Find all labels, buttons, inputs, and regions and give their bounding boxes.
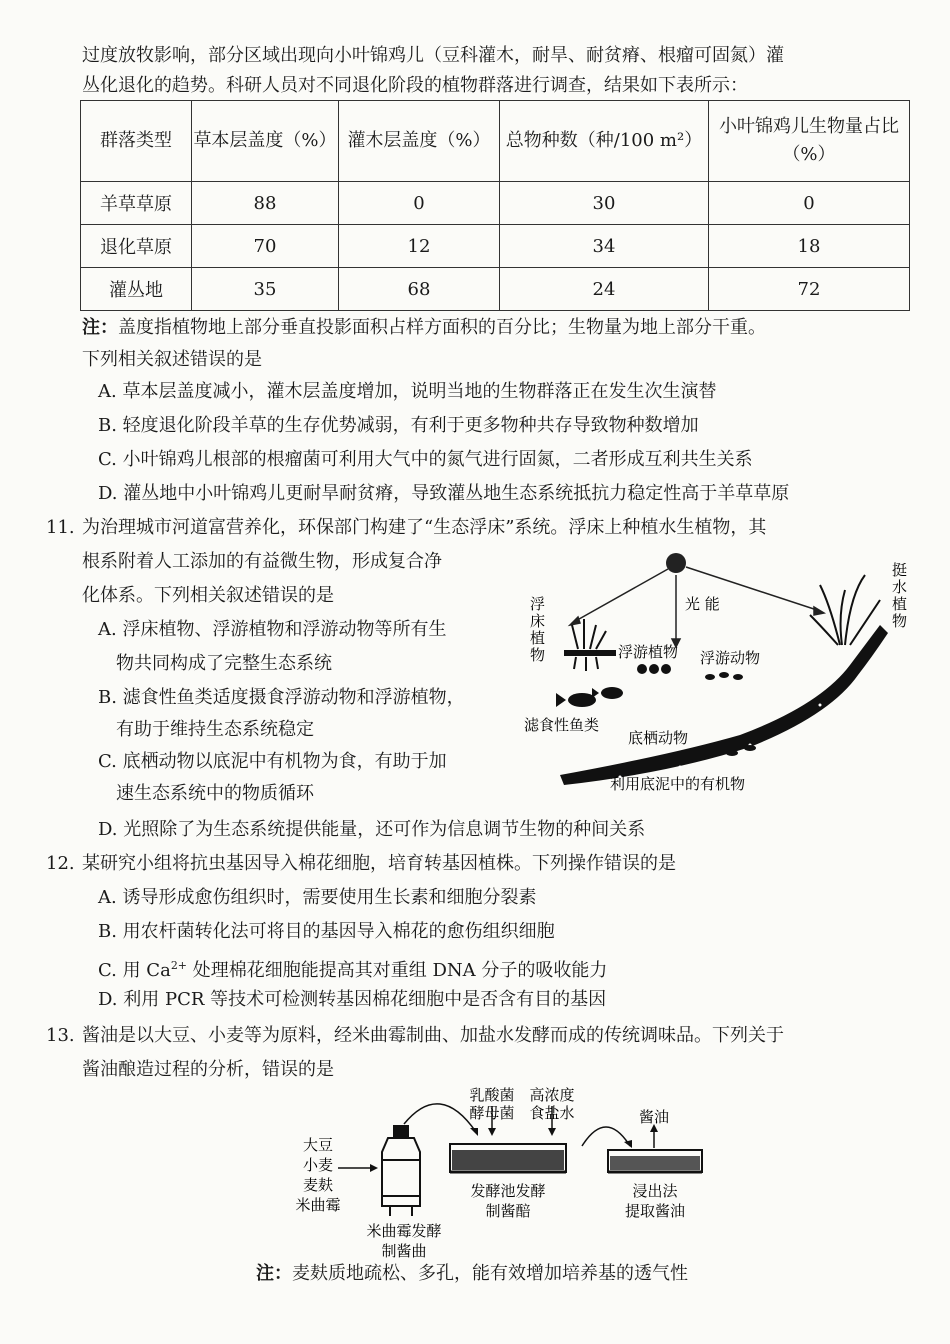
table-cell: 68 bbox=[339, 268, 500, 311]
table-header-cell: 小叶锦鸡儿生物量占比（%） bbox=[709, 101, 910, 182]
emergent-plant-icon bbox=[810, 575, 880, 645]
svg-text:高浓度: 高浓度 bbox=[529, 1086, 575, 1104]
soy-sauce-process-diagram bbox=[295, 1086, 700, 1260]
q10-option-d: D. 灌丛地中小叶锦鸡儿更耐旱耐贫瘠，导致灌丛地生态系统抵抗力稳定性高于羊草草原 bbox=[98, 483, 790, 504]
fermenter-icon bbox=[382, 1126, 420, 1216]
sediment-label: 利用底泥中的有机物 bbox=[610, 775, 746, 793]
q10-option-c: C. 小叶锦鸡儿根部的根瘤菌可利用大气中的氮气进行固氮，二者形成互利共生关系 bbox=[98, 449, 753, 470]
intro-line-1: 过度放牧影响，部分区域出现向小叶锦鸡儿（豆科灌木，耐旱、耐贫瘠、根瘤可固氮）灌 bbox=[82, 45, 784, 66]
intro-line-2: 丛化退化的趋势。科研人员对不同退化阶段的植物群落进行调查，结果如下表所示： bbox=[82, 75, 748, 96]
process-note bbox=[256, 1262, 688, 1286]
soy-sauce-label: 酱油 bbox=[638, 1108, 670, 1126]
table-cell: 70 bbox=[192, 225, 339, 268]
note-label: 注： bbox=[82, 317, 118, 338]
table-row bbox=[81, 268, 910, 311]
fermentation-tank bbox=[450, 1144, 566, 1172]
table-cell: 12 bbox=[339, 225, 500, 268]
extraction-tank bbox=[608, 1150, 702, 1172]
table-cell: 0 bbox=[709, 182, 910, 225]
q11-option-a: A. 浮床植物、浮游植物和浮游动物等所有生 bbox=[98, 619, 447, 640]
brine-label bbox=[529, 1086, 574, 1122]
q12-option-a: A. 诱导形成愈伤组织时，需要使用生长素和细胞分裂素 bbox=[98, 887, 537, 908]
q11-number: 11. bbox=[46, 517, 75, 538]
q11-option-b: B. 滤食性鱼类适度摄食浮游动物和浮游植物， bbox=[98, 687, 465, 708]
benthic-label: 底栖动物 bbox=[628, 729, 689, 747]
table-header-row bbox=[81, 101, 910, 182]
svg-text:浸出法: 浸出法 bbox=[632, 1182, 678, 1200]
q13-stem-2: 酱油酿造过程的分析，错误的是 bbox=[82, 1059, 334, 1080]
svg-text:制酱醅: 制酱醅 bbox=[485, 1202, 531, 1220]
svg-text:米曲霉: 米曲霉 bbox=[295, 1196, 341, 1214]
q12-option-d: D. 利用 PCR 等技术可检测转基因棉花细胞中是否含有目的基因 bbox=[98, 989, 607, 1010]
emergent-plant-label: 挺水植物 bbox=[892, 561, 908, 630]
phytoplankton-label: 浮游植物 bbox=[618, 643, 679, 661]
svg-text:米曲霉发酵: 米曲霉发酵 bbox=[366, 1222, 442, 1240]
floating-bed-diagram bbox=[520, 545, 920, 795]
table-cell: 羊草草原 bbox=[81, 182, 192, 225]
q11-stem-2: 根系附着人工添加的有益微生物，形成复合净 bbox=[82, 551, 442, 572]
q12-number: 12. bbox=[46, 853, 75, 874]
q11-stem-1: 为治理城市河道富营养化，环保部门构建了“生态浮床”系统。浮床上种植水生植物，其 bbox=[82, 517, 767, 538]
table-cell: 18 bbox=[709, 225, 910, 268]
q12-option-c bbox=[98, 954, 607, 983]
note-label: 注： bbox=[256, 1263, 292, 1284]
q11-stem-3: 化体系。下列相关叙述错误的是 bbox=[82, 585, 334, 606]
svg-text:小麦: 小麦 bbox=[302, 1156, 334, 1174]
q12-option-b: B. 用农杆菌转化法可将目的基因导入棉花的愈伤组织细胞 bbox=[98, 921, 555, 942]
table-header-cell: 草本层盖度（%） bbox=[192, 101, 339, 182]
table-cell: 35 bbox=[192, 268, 339, 311]
bacteria-label bbox=[469, 1086, 514, 1122]
q11-option-a-cont: 物共同构成了完整生态系统 bbox=[116, 653, 332, 674]
table-cell: 30 bbox=[500, 182, 709, 225]
svg-text:制酱曲: 制酱曲 bbox=[381, 1242, 427, 1260]
svg-text:发酵池发酵: 发酵池发酵 bbox=[470, 1182, 546, 1200]
table-header-cell: 灌木层盖度（%） bbox=[339, 101, 500, 182]
table-row bbox=[81, 225, 910, 268]
step3-label bbox=[625, 1182, 685, 1220]
table-cell: 退化草原 bbox=[81, 225, 192, 268]
table-cell: 0 bbox=[339, 182, 500, 225]
sun-icon bbox=[666, 553, 686, 573]
fish-icon bbox=[556, 687, 623, 707]
step2-label bbox=[470, 1182, 545, 1220]
light-label: 光 能 bbox=[685, 595, 720, 613]
q12-c-post: 处理棉花细胞能提高其对重组 DNA 分子的吸收能力 bbox=[187, 960, 608, 981]
table-header-cell: 总物种数（种/100 m²） bbox=[500, 101, 709, 182]
float-plant-label: 浮床植物 bbox=[530, 595, 546, 664]
svg-text:提取酱油: 提取酱油 bbox=[624, 1202, 686, 1220]
note-text: 麦麸质地疏松、多孔，能有效增加培养基的透气性 bbox=[292, 1263, 688, 1284]
fish-label: 滤食性鱼类 bbox=[524, 716, 600, 734]
q11-option-c-cont: 速生态系统中的物质循环 bbox=[116, 783, 314, 804]
q11-option-d: D. 光照除了为生态系统提供能量，还可作为信息调节生物的种间关系 bbox=[98, 819, 646, 840]
note-text: 盖度指植物地上部分垂直投影面积占样方面积的百分比；生物量为地上部分干重。 bbox=[118, 317, 766, 338]
q11-option-c: C. 底栖动物以底泥中有机物为食，有助于加 bbox=[98, 751, 447, 772]
raw-materials-label bbox=[295, 1136, 340, 1214]
svg-text:麦麸: 麦麸 bbox=[302, 1176, 334, 1194]
table-note bbox=[82, 316, 766, 340]
q12-stem: 某研究小组将抗虫基因导入棉花细胞，培育转基因植株。下列操作错误的是 bbox=[82, 853, 676, 874]
table-cell: 34 bbox=[500, 225, 709, 268]
float-bed bbox=[564, 650, 616, 656]
q12-c-pre: C. 用 Ca bbox=[98, 960, 171, 981]
q12-c-superscript: 2+ bbox=[170, 959, 188, 972]
table-cell: 88 bbox=[192, 182, 339, 225]
q10-option-a: A. 草本层盖度减小，灌木层盖度增加，说明当地的生物群落正在发生次生演替 bbox=[98, 381, 717, 402]
table-cell: 灌丛地 bbox=[81, 268, 192, 311]
q10-option-b: B. 轻度退化阶段羊草的生存优势减弱，有利于更多物种共存导致物种数增加 bbox=[98, 415, 699, 436]
step1-label bbox=[366, 1222, 441, 1260]
q13-number: 13. bbox=[46, 1025, 75, 1046]
svg-text:乳酸菌: 乳酸菌 bbox=[469, 1086, 515, 1104]
table-cell: 72 bbox=[709, 268, 910, 311]
svg-text:大豆: 大豆 bbox=[302, 1136, 334, 1154]
q11-option-b-cont: 有助于维持生态系统稳定 bbox=[116, 719, 314, 740]
zooplankton-label: 浮游动物 bbox=[700, 649, 761, 667]
table-row bbox=[81, 182, 910, 225]
table-cell: 24 bbox=[500, 268, 709, 311]
float-plant-icon bbox=[572, 619, 606, 671]
svg-text:酵母菌: 酵母菌 bbox=[469, 1104, 515, 1122]
q10-stem: 下列相关叙述错误的是 bbox=[82, 349, 262, 370]
q13-stem-1: 酱油是以大豆、小麦等为原料，经米曲霉制曲、加盐水发酵而成的传统调味品。下列关于 bbox=[82, 1025, 784, 1046]
table-header-cell: 群落类型 bbox=[81, 101, 192, 182]
svg-text:食盐水: 食盐水 bbox=[529, 1104, 575, 1122]
community-survey-table bbox=[80, 100, 910, 311]
